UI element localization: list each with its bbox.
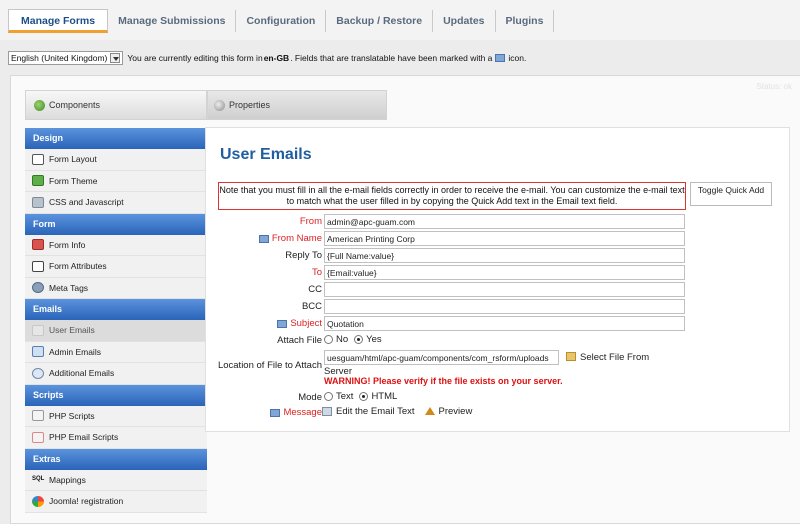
- file-warning: WARNING! Please verify if the file exists on your server.: [324, 376, 563, 386]
- preview-label: Preview: [438, 406, 473, 417]
- to-field[interactable]: [324, 265, 685, 280]
- to-label: To: [311, 267, 322, 278]
- bcc-field[interactable]: [324, 299, 685, 314]
- translatable-icon: [277, 320, 287, 328]
- sidebar-item-label: Meta Tags: [49, 282, 89, 293]
- message-actions: [322, 406, 472, 417]
- properties-tab-label: Properties: [229, 100, 271, 110]
- cc-field[interactable]: [324, 282, 685, 297]
- components-tab[interactable]: [25, 90, 207, 120]
- tab-plugins[interactable]: Plugins: [496, 10, 555, 32]
- sidebar-item-label: Mappings: [49, 474, 86, 485]
- mode-row: [206, 390, 791, 405]
- sidebar-item-label: Joomla! registration: [49, 496, 124, 507]
- sidebar-item-admin-emails[interactable]: [25, 342, 207, 364]
- reply-to-label: Reply To: [285, 250, 322, 261]
- message-row: [206, 405, 791, 420]
- language-notice-suffix: . Fields that are translatable have been marked with a: [290, 53, 493, 63]
- radio-button[interactable]: [359, 392, 368, 401]
- mode-html-option[interactable]: [359, 391, 397, 402]
- mode-html-label: HTML: [371, 391, 398, 402]
- sidebar-item-form-layout[interactable]: [25, 149, 207, 171]
- sidebar-item-label: Admin Emails: [49, 346, 101, 357]
- theme-icon: [32, 175, 44, 186]
- mode-text-label: Text: [336, 391, 354, 402]
- mode-text-option[interactable]: [324, 391, 353, 402]
- select-file-label-2: Server: [324, 366, 352, 377]
- message-label-wrap: [267, 407, 322, 418]
- sidebar-item-label: PHP Email Scripts: [49, 432, 119, 443]
- mode-options: [324, 391, 397, 402]
- sql-icon: SQL: [32, 476, 45, 483]
- tab-updates[interactable]: Updates: [433, 10, 495, 32]
- sidebar-item-additional-emails[interactable]: [25, 363, 207, 385]
- sidebar-item-form-theme[interactable]: [25, 171, 207, 193]
- components-tab-label: Components: [49, 100, 101, 110]
- sidebar-item-label: User Emails: [49, 325, 95, 336]
- from-name-label-wrap: [256, 233, 322, 244]
- attributes-icon: [32, 261, 44, 272]
- translatable-icon: [270, 409, 280, 417]
- sidebar-item-mappings[interactable]: [25, 470, 207, 492]
- language-notice-end: icon.: [508, 53, 527, 63]
- sidebar: [25, 128, 207, 513]
- attach-file-no-label: No: [336, 334, 349, 345]
- radio-button[interactable]: [324, 335, 333, 344]
- preview-link[interactable]: [425, 406, 473, 417]
- tab-configuration[interactable]: Configuration: [236, 10, 326, 32]
- user-emails-card: [205, 127, 790, 432]
- subject-field[interactable]: [324, 316, 685, 331]
- sidebar-section-form: Form: [25, 214, 207, 235]
- tab-manage-forms[interactable]: Manage Forms: [8, 9, 108, 33]
- message-label: Message: [283, 407, 322, 418]
- properties-icon: [214, 100, 225, 111]
- top-tab-bar: [8, 10, 554, 32]
- tab-manage-submissions[interactable]: Manage Submissions: [108, 10, 236, 32]
- bcc-label: BCC: [301, 301, 322, 312]
- sidebar-section-scripts: Scripts: [25, 385, 207, 406]
- sidebar-item-label: Form Info: [49, 239, 86, 250]
- admin-email-icon: [32, 346, 44, 357]
- sidebar-section-emails: Emails: [25, 299, 207, 320]
- sidebar-item-label: CSS and Javascript: [49, 197, 124, 208]
- sidebar-item-label: Form Layout: [49, 154, 97, 165]
- edit-email-text-label: Edit the Email Text: [336, 406, 415, 417]
- mode-label: Mode: [298, 392, 322, 403]
- sidebar-item-user-emails[interactable]: [25, 320, 207, 342]
- sidebar-item-php-scripts[interactable]: [25, 406, 207, 428]
- attach-file-yes-option[interactable]: [354, 334, 382, 345]
- subject-row: [206, 316, 791, 331]
- language-select-value: English (United Kingdom): [11, 53, 108, 63]
- edit-document-icon: [322, 407, 332, 416]
- chevron-down-icon: [110, 53, 120, 63]
- from-row: [206, 214, 791, 229]
- radio-button[interactable]: [354, 335, 363, 344]
- from-name-label: From Name: [271, 233, 322, 244]
- reply-to-field[interactable]: [324, 248, 685, 263]
- panel-corner-text: Status: ok: [756, 82, 792, 91]
- folder-icon: [566, 352, 576, 361]
- sidebar-item-meta-tags[interactable]: [25, 278, 207, 300]
- edit-email-text-link[interactable]: [322, 406, 415, 417]
- from-field[interactable]: [324, 214, 685, 229]
- select-file-label: Select File From: [580, 352, 650, 363]
- warning-row: [206, 376, 791, 391]
- sidebar-item-joomla-registration[interactable]: [25, 491, 207, 513]
- language-code: en-GB: [263, 53, 290, 63]
- from-label: From: [299, 216, 322, 227]
- sidebar-item-label: PHP Scripts: [49, 410, 95, 421]
- components-icon: [34, 100, 45, 111]
- subject-label: Subject: [290, 318, 322, 329]
- subject-label-wrap: [274, 318, 322, 329]
- sidebar-item-css-javascript[interactable]: [25, 192, 207, 214]
- layout-icon: [32, 154, 44, 165]
- php-email-icon: [32, 432, 44, 443]
- code-icon: [32, 197, 44, 208]
- attach-file-row: [206, 333, 791, 348]
- reply-to-row: [206, 248, 791, 263]
- translatable-icon: [259, 235, 269, 243]
- sidebar-item-form-info[interactable]: [25, 235, 207, 257]
- cc-label: CC: [308, 284, 322, 295]
- sidebar-item-form-attributes[interactable]: [25, 256, 207, 278]
- sidebar-item-label: Form Theme: [49, 175, 98, 186]
- meta-icon: [32, 282, 44, 293]
- top-navigation: [0, 0, 800, 40]
- translatable-icon: [495, 54, 505, 62]
- select-file-link[interactable]: [566, 352, 649, 363]
- attachment-location-field[interactable]: [324, 350, 559, 365]
- additional-email-icon: [32, 368, 44, 379]
- info-icon: [32, 239, 44, 250]
- cc-row: [206, 282, 791, 297]
- to-row: [206, 265, 791, 280]
- joomla-icon: [32, 496, 44, 507]
- properties-tab[interactable]: [207, 90, 387, 120]
- radio-button[interactable]: [324, 392, 333, 401]
- toggle-quick-add-button[interactable]: Toggle Quick Add: [690, 182, 772, 206]
- from-name-row: [206, 231, 791, 246]
- page-title: User Emails: [220, 146, 312, 163]
- attach-file-options: [324, 334, 382, 345]
- attach-file-no-option[interactable]: [324, 334, 348, 345]
- attach-file-yes-label: Yes: [366, 334, 382, 345]
- tab-backup-restore[interactable]: Backup / Restore: [326, 10, 433, 32]
- bcc-row: [206, 299, 791, 314]
- email-notice: Note that you must fill in all the e-mail fields correctly in order to receive the e-mail. You can customize the e-mail text to match what the user filled in by copying the Quick Add text in the Email text field.: [218, 182, 686, 210]
- attachment-location-label: Location of File to Attach: [217, 360, 322, 371]
- language-notice-row: [8, 49, 800, 67]
- attach-file-label: Attach File: [277, 335, 322, 346]
- from-name-field[interactable]: [324, 231, 685, 246]
- php-icon: [32, 410, 44, 421]
- sidebar-item-label: Additional Emails: [49, 368, 115, 379]
- sidebar-section-design: Design: [25, 128, 207, 149]
- language-notice-prefix: You are currently editing this form in: [127, 53, 263, 63]
- user-email-icon: [32, 325, 44, 336]
- sidebar-item-label: Form Attributes: [49, 261, 107, 272]
- language-select[interactable]: [8, 51, 123, 65]
- sidebar-section-extras: Extras: [25, 449, 207, 470]
- preview-icon: [425, 407, 435, 415]
- sidebar-item-php-email-scripts[interactable]: [25, 427, 207, 449]
